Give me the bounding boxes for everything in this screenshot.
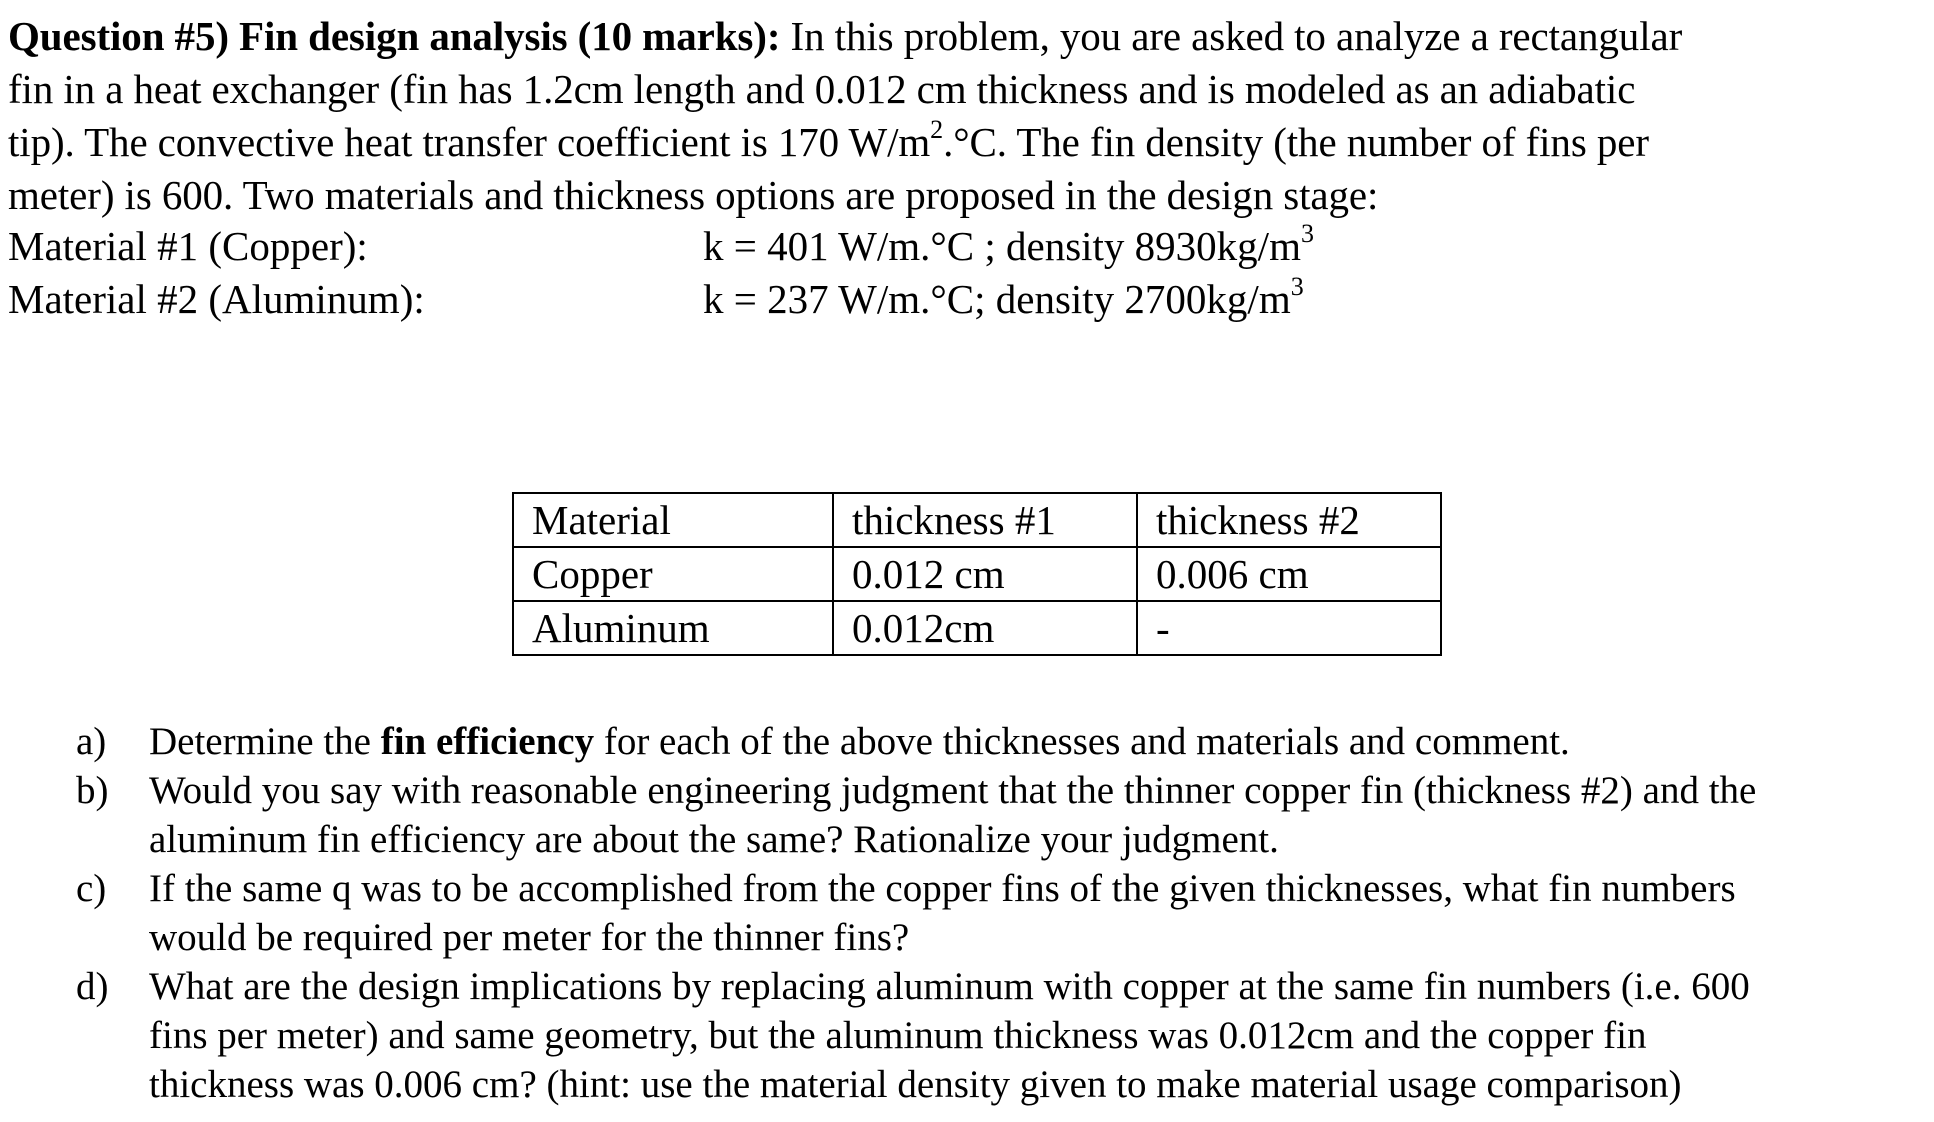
- table-row: [513, 601, 1441, 655]
- sub-question-label: d): [76, 965, 109, 1008]
- table-cell: Copper: [513, 547, 833, 601]
- statement-line-1: Question #5) Fin design analysis (10 marks): In this problem, you are asked to analyze a rectangular: [8, 13, 1683, 59]
- sub-question-label: c): [76, 867, 107, 910]
- statement-line-4: meter) is 600. Two materials and thickness options are proposed in the design stage:: [8, 172, 1379, 218]
- sub-question-a: a) Determine the fin efficiency for each of the above thicknesses and materials and comment.: [76, 717, 1926, 766]
- sub-questions-list: [76, 717, 1926, 1109]
- table-header-row: [513, 493, 1441, 547]
- question-heading: Question #5) Fin design analysis (10 marks):: [8, 13, 781, 59]
- sub-question-c: c) If the same q was to be accomplished from the copper fins of the given thicknesses, what fin numbers would be required per meter for the thinner fins?: [76, 864, 1926, 962]
- table-cell: 0.006 cm: [1137, 547, 1441, 601]
- sub-question-d: d) What are the design implications by replacing aluminum with copper at the same fin numbers (i.e. 600 fins per meter) and same geometry, but the aluminum thickness was 0.012cm and the copper fin thickness was 0.006 cm? (hint: use the material density given to make material usage comparison): [76, 962, 1926, 1109]
- problem-statement: [8, 10, 1928, 222]
- thickness-table: [512, 492, 1442, 656]
- table-row: [513, 547, 1441, 601]
- emphasis-fin-efficiency: fin efficiency: [380, 720, 595, 763]
- material-1-properties: k = 401 W/m.°C ; density $8930kg/m^3$: [703, 219, 1314, 269]
- table-cell: Aluminum: [513, 601, 833, 655]
- material-2-name: Material #2 (Aluminum):: [8, 276, 425, 322]
- sub-question-label: b): [76, 769, 109, 812]
- table-header-cell: thickness #1: [833, 493, 1137, 547]
- statement-line-2: fin in a heat exchanger (fin has 1.2cm length and 0.012 cm thickness and is modeled as an adiabatic: [8, 66, 1636, 112]
- sub-question-label: a): [76, 720, 107, 763]
- table-cell: 0.012 cm: [833, 547, 1137, 601]
- table-header-cell: Material: [513, 493, 833, 547]
- sub-question-b: b) Would you say with reasonable engineering judgment that the thinner copper fin (thickness #2) and the aluminum fin efficiency are about the same? Rationalize your judgment.: [76, 766, 1926, 864]
- material-2-properties: k = 237 W/m.°C; density $2700kg/m^3$: [703, 272, 1304, 322]
- statement-line-3: tip). The convective heat transfer coefficient is 170 $W/m^2.^\circ C$. The fin density (the number of fins per: [8, 115, 1649, 165]
- material-1-name: Material #1 (Copper):: [8, 223, 368, 269]
- table-header-cell: thickness #2: [1137, 493, 1441, 547]
- table-cell: -: [1137, 601, 1441, 655]
- table-cell: 0.012cm: [833, 601, 1137, 655]
